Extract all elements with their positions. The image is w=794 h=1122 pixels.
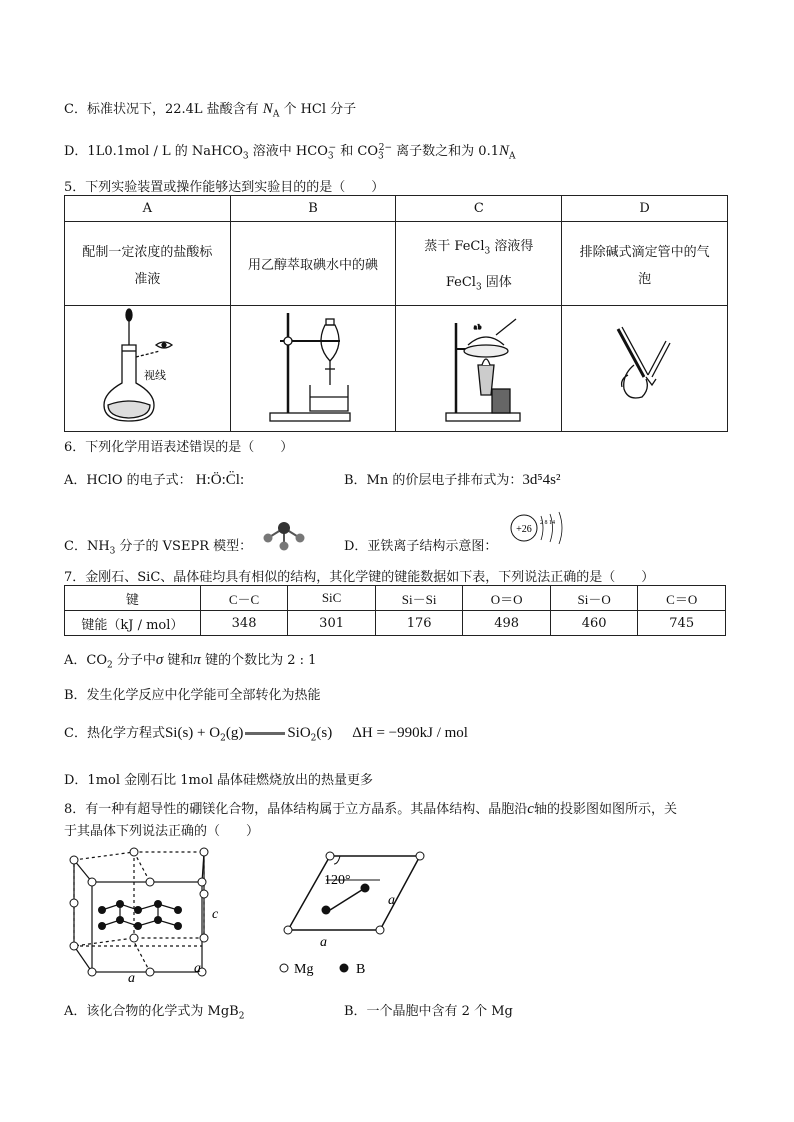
q6-option-c: C．$NH_3$ 分子的 VSEPR 模型： <box>64 539 253 557</box>
q6-option-a: A．HClO 的电子式： H:Ö:C̈l: <box>64 472 245 488</box>
q7-option-a: A．$CO_2$ 分子中σ 键和π 键的个数比为 2 : 1 <box>64 652 317 671</box>
svg-text:B: B <box>356 962 366 977</box>
ferrous-ion-diagram <box>508 510 570 546</box>
q7-bond-energy-table: 键 C－C SiC Si－Si O＝O Si－O C＝O 键能（kJ / mol） 348 301 176 498 460 745 <box>64 585 726 636</box>
svg-text:+26: +26 <box>516 524 532 535</box>
q5-header-b: B <box>230 196 396 222</box>
q5-header-a: A <box>65 196 231 222</box>
svg-text:Mg: Mg <box>294 962 314 977</box>
q6-stem: 6．下列化学用语表述错误的是（ ） <box>64 440 294 455</box>
q4-option-c: C．标准状况下，22.4L 盐酸含有 $N_A$ 个 HCl 分子 <box>64 101 357 120</box>
q5-desc-d: 排除碱式滴定管中的气 泡 <box>562 222 728 306</box>
q7-option-b: B．发生化学反应中化学能可全部转化为热能 <box>64 688 321 703</box>
q8-option-a: A．该化合物的化学式为 MgB$_2$ <box>64 1004 245 1022</box>
q5-header-d: D <box>562 196 728 222</box>
q8-option-b: B．一个晶胞中含有 2 个 Mg <box>344 1004 513 1019</box>
svg-text:a b: a b <box>474 325 482 331</box>
q5-desc-b: 用乙醇萃取碘水中的碘 <box>230 222 396 306</box>
q4-c-text: C．标准状况下，22.4L 盐酸含有 <box>64 102 263 117</box>
q4-option-d: D．1L0.1mol / L 的 NaHCO$_3$ 溶液中 $HCO_3^-$ 和 $CO_3^{2-}$ 离子数之和为 $0.1N_A$ <box>64 142 516 162</box>
separatory-funnel-figure <box>230 305 396 431</box>
volumetric-flask-figure <box>64 305 230 431</box>
q8-stem-line1: 8．有一种有超导性的硼镁化合物，晶体结构属于立方晶系。其晶体结构、晶胞沿c轴的投影图如图所示，关 <box>64 801 677 817</box>
q8-stem-line2: 于其晶体下列说法正确的（ ） <box>64 824 260 839</box>
svg-text:c: c <box>212 907 219 922</box>
q5-header-c: C <box>396 196 562 222</box>
q6-option-b: B．Mn 的价层电子排布式为：3d⁵4s² <box>344 472 561 488</box>
svg-text:120°: 120° <box>324 873 351 888</box>
svg-text:2 8 14: 2 8 14 <box>540 520 555 526</box>
q5-desc-a: 配制一定浓度的盐酸标 准液 <box>65 222 231 306</box>
svg-text:a: a <box>320 935 327 950</box>
crystal-structure-figure <box>62 848 222 988</box>
c-axis-projection-figure <box>270 850 430 980</box>
q7-stem: 7．金刚石、SiC、晶体硅均具有相似的结构，其化学键的键能数据如下表，下列说法正确的是（ ） <box>64 570 655 585</box>
q5-desc-c: 蒸干 FeCl$_3$ 溶液得 FeCl$_3$ 固体 <box>396 222 562 306</box>
burette-figure <box>562 305 728 431</box>
svg-text:a: a <box>388 893 395 908</box>
evaporation-figure <box>396 305 562 431</box>
q5-stem: 5．下列实验装置或操作能够达到实验目的的是（ ） <box>64 180 385 195</box>
svg-text:a: a <box>194 961 201 976</box>
q7-option-d: D．1mol 金刚石比 1mol 晶体硅燃烧放出的热量更多 <box>64 773 373 788</box>
q6-option-d: D．亚铁离子结构示意图： <box>344 539 498 554</box>
hclo-electron-formula: H:Ö:C̈l: <box>195 472 245 488</box>
q7-option-c: C．热化学方程式$Si(s) + O_2(g)$ SiO$_2$(s) ΔH = −990kJ / mol <box>64 725 468 744</box>
svg-text:a: a <box>128 971 135 986</box>
eye-label: 视线 <box>144 370 166 382</box>
vsepr-model-icon <box>256 516 312 552</box>
